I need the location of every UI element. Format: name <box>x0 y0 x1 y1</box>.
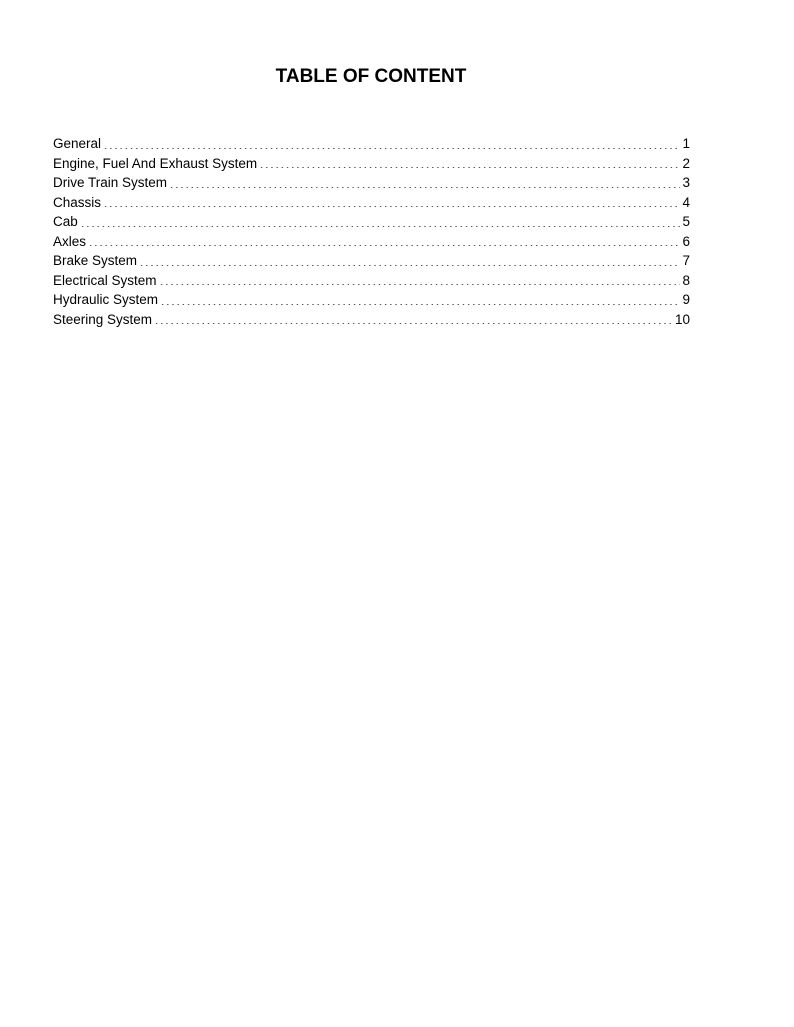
toc-entry-page-number: 6 <box>682 233 690 249</box>
toc-entry-label: Drive Train System <box>53 175 168 190</box>
dot-leader <box>169 187 680 188</box>
dot-leader <box>154 323 673 324</box>
toc-entry-label: Cab <box>53 214 78 229</box>
toc-entry-brake-system[interactable] <box>53 251 690 271</box>
toc-entry-label: Hydraulic System <box>53 292 159 307</box>
toc-entry-page-number: 8 <box>682 272 690 288</box>
toc-entry-label: Axles <box>53 233 87 249</box>
toc-entry-page-number: 2 <box>682 155 690 171</box>
toc-entry-electrical-system[interactable] <box>53 271 690 291</box>
toc-entry-cab[interactable] <box>53 212 690 232</box>
toc-entry-page-number: 3 <box>682 175 690 190</box>
toc-entry-page-number: 10 <box>674 311 690 327</box>
toc-entry-label: Engine, Fuel And Exhaust System <box>53 155 258 171</box>
toc-entry-page-number: 4 <box>682 194 690 210</box>
dot-leader <box>139 265 680 266</box>
toc-entry-general[interactable] <box>53 134 690 154</box>
dot-leader <box>103 148 680 149</box>
table-of-contents <box>53 134 690 329</box>
dot-leader <box>159 284 681 285</box>
page-title: TABLE OF CONTENT <box>275 66 467 87</box>
dot-leader <box>160 304 680 305</box>
toc-entry-hydraulic-system[interactable] <box>53 290 690 310</box>
dot-leader <box>80 226 681 227</box>
toc-entry-page-number: 9 <box>682 292 690 307</box>
toc-entry-steering-system[interactable] <box>53 310 690 330</box>
dot-leader <box>259 167 680 168</box>
dot-leader <box>103 206 680 207</box>
toc-entry-page-number: 7 <box>682 253 690 268</box>
toc-entry-label: Electrical System <box>53 272 157 288</box>
toc-entry-page-number: 1 <box>682 136 690 151</box>
toc-entry-engine-fuel-exhaust[interactable] <box>53 154 690 174</box>
toc-entry-drive-train[interactable] <box>53 173 690 193</box>
dot-leader <box>88 245 680 246</box>
toc-entry-page-number: 5 <box>682 214 690 229</box>
toc-entry-label: Chassis <box>53 194 102 210</box>
toc-entry-chassis[interactable] <box>53 193 690 213</box>
toc-entry-label: Brake System <box>53 253 138 268</box>
toc-entry-label: General <box>53 136 102 151</box>
toc-entry-axles[interactable] <box>53 232 690 252</box>
toc-entry-label: Steering System <box>53 311 153 327</box>
